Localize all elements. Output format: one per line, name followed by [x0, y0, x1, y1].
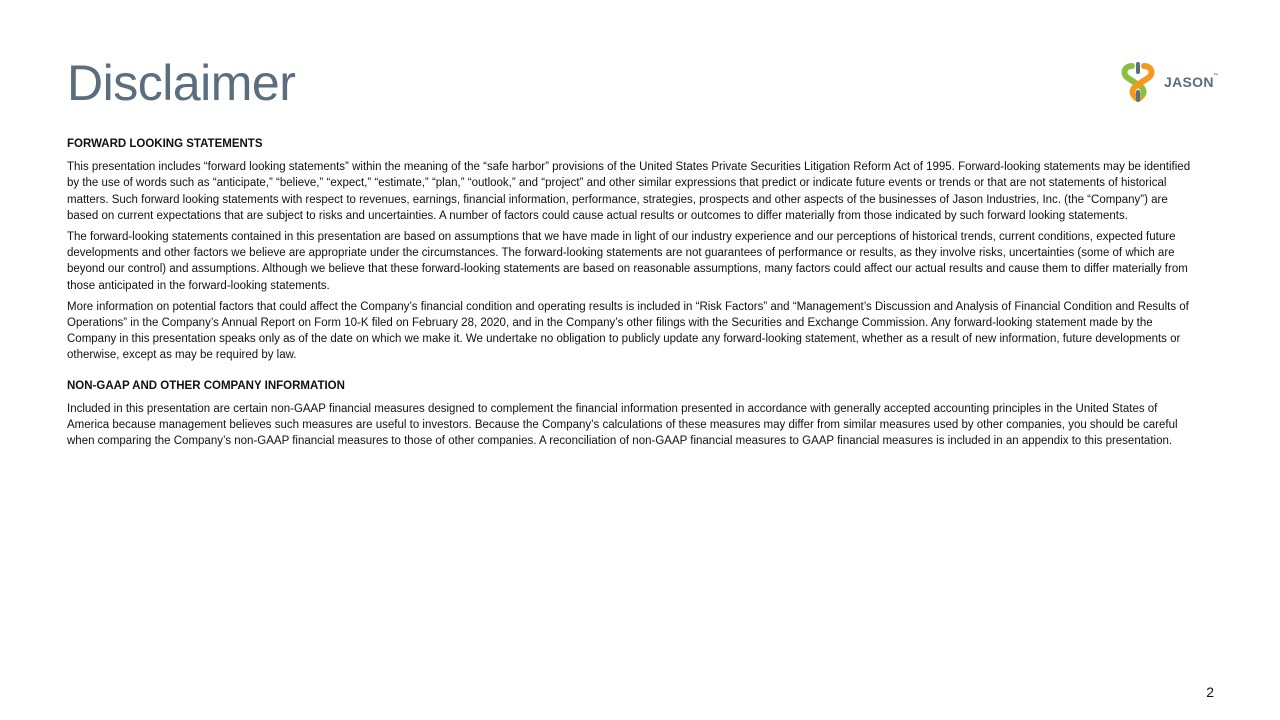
jason-logo: [1118, 62, 1228, 102]
paragraph: Included in this presentation are certain non-GAAP financial measures designed to complement the financial information presented in accordance with generally accepted accounting principles in the United States of America because management believes such measures are useful to investors. Because the Company’s calculations of these measures may differ from similar measures used by other companies, you should be careful when comparing the Company’s non-GAAP financial measures to those of other companies. A reconciliation of non-GAAP financial measures to GAAP financial measures is included in an appendix to this presentation.: [67, 402, 1178, 448]
paragraph: More information on potential factors that could affect the Company’s financial condition and operating results is included in “Risk Factors” and “Management’s Discussion and Analysis of Financial Condition and Results of Operations” in the Company’s Annual Report on Form 10-K filed on February 28, 2020, and in the Company’s other filings with the Securities and Exchange Commission. Any forward-looking statement made by the Company in this presentation speaks only as of the date on which we make it. We undertake no obligation to publicly update any forward-looking statement, whether as a result of new information, future developments or otherwise, except as may be required by law.: [67, 300, 1189, 362]
section-heading: FORWARD LOOKING STATEMENTS: [67, 138, 263, 150]
disclaimer-body: [67, 136, 1197, 454]
section-forward-looking: [67, 136, 1197, 364]
jason-logo-icon: [1118, 62, 1158, 102]
paragraph: The forward-looking statements contained in this presentation are based on assumptions that we have made in light of our industry experience and our perceptions of historical trends, current conditions, expected future developments and other factors we believe are appropriate under the circumstances. The forward-looking statements are not guarantees of performance or results, as they involve risks, uncertainties (some of which are beyond our control) and assumptions. Although we believe that these forward-looking statements are based on reasonable assumptions, many factors could affect our actual results and cause them to differ materially from those anticipated in the forward-looking statements.: [67, 231, 1188, 292]
paragraph: This presentation includes “forward looking statements” within the meaning of the “safe harbor” provisions of the United States Private Securities Litigation Reform Act of 1995. Forward-looking statements may be identified by the use of words such as “anticipate,” “believe,” “expect,” “estimate,” “plan,” “outlook,” and “project” and other similar expressions that predict or indicate future events or trends or that are not statements of historical matters. Such forward looking statements with respect to revenues, earnings, financial information, performance, strategies, prospects and other aspects of the businesses of Jason Industries, Inc. (the “Company”) are based on current expectations that are subject to risks and uncertainties. A number of factors could cause actual results or outcomes to differ materially from those indicated by such forward looking statements.: [67, 161, 1191, 222]
logo-wordmark: JASON ™: [1164, 73, 1219, 90]
slide-title: Disclaimer: [67, 55, 296, 111]
section-non-gaap: [67, 378, 1197, 450]
page-number: 2: [1206, 684, 1214, 700]
section-heading: NON-GAAP AND OTHER COMPANY INFORMATION: [67, 379, 345, 392]
